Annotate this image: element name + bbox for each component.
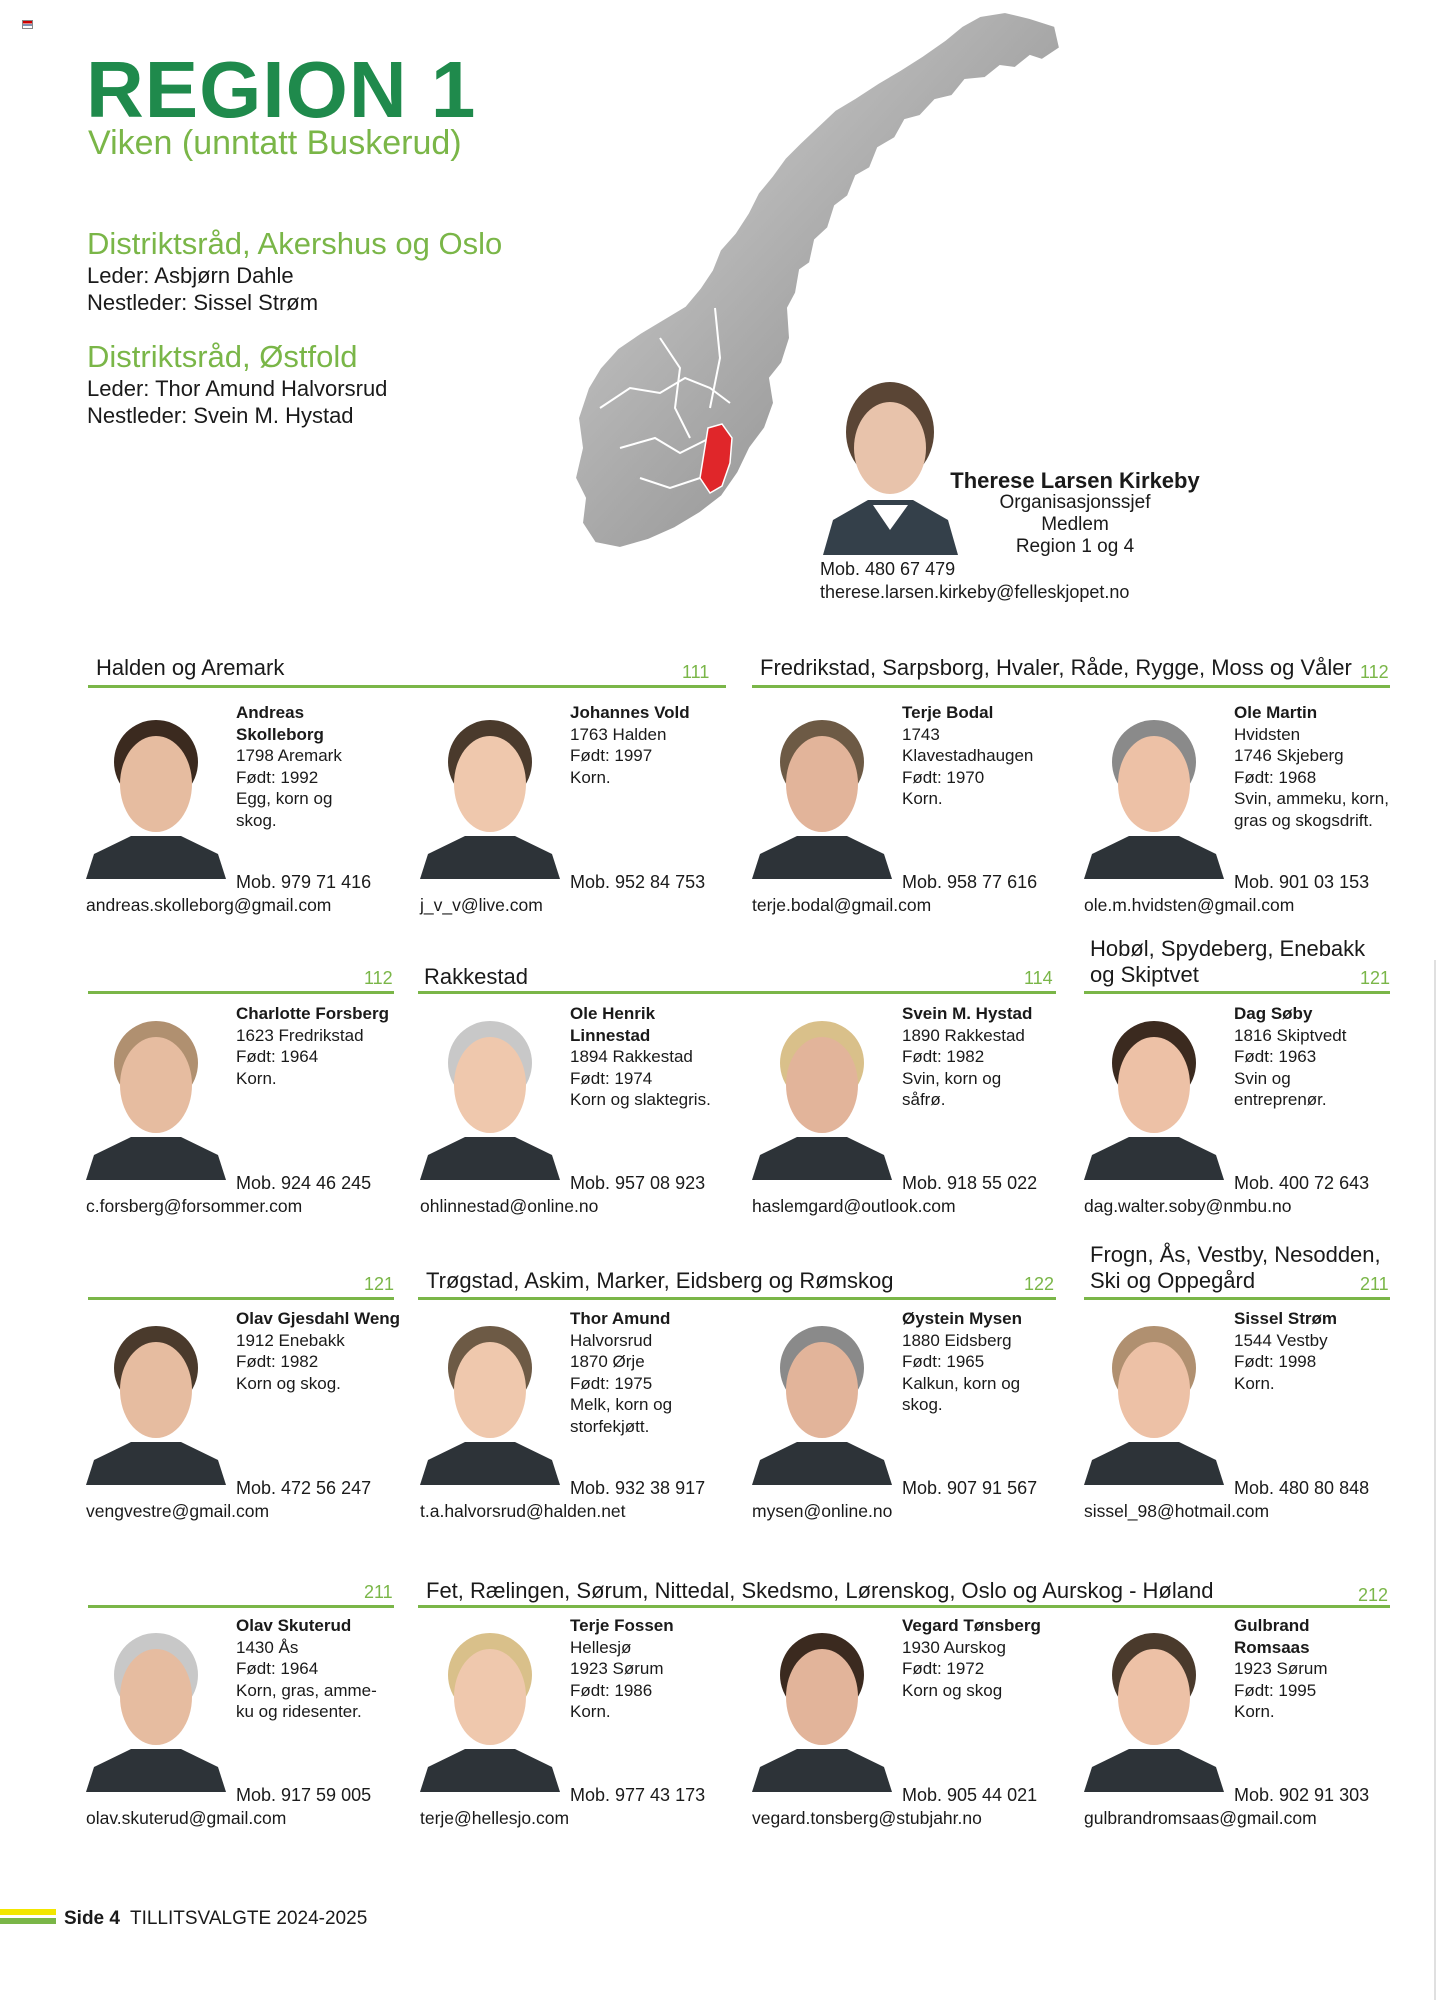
- member-card: [86, 1615, 406, 1835]
- footer: [64, 1908, 367, 1930]
- member-detail: Født: 1964: [236, 1659, 319, 1678]
- member-detail: 1880 Eidsberg: [902, 1330, 1012, 1350]
- group-divider: [418, 1605, 1390, 1608]
- member-detail: Født: 1992: [236, 767, 319, 787]
- member-card: [1084, 1003, 1404, 1223]
- member-card: [420, 1003, 740, 1223]
- member-card: [86, 702, 406, 922]
- member-info: [236, 1615, 406, 1723]
- member-detail: 1912 Enebakk: [236, 1330, 345, 1350]
- member-detail: 1430 Ås: [236, 1637, 299, 1657]
- member-detail: Født: 1974: [570, 1068, 653, 1088]
- group-title-line2: og Skiptvet: [1090, 962, 1199, 987]
- member-detail: Korn.: [1234, 1702, 1275, 1721]
- member-detail: Korn.: [902, 789, 943, 808]
- group-title: Fet, Rælingen, Sørum, Nittedal, Skedsmo, Lørenskog, Oslo og Aurskog - Høland: [426, 1578, 1214, 1603]
- member-detail: Født: 1975: [570, 1373, 653, 1393]
- group-code: 211: [364, 1582, 393, 1602]
- member-name: Charlotte Forsberg: [236, 1004, 390, 1023]
- group-code: 112: [1360, 662, 1389, 682]
- group-title: Rakkestad: [424, 964, 528, 989]
- member-detail: Født: 1982: [902, 1047, 985, 1066]
- page-subtitle: Viken (unntatt Buskerud): [88, 124, 462, 162]
- member-detail: 1930 Aurskog: [902, 1637, 1006, 1657]
- member-mobile: Mob. 472 56 247: [236, 1478, 372, 1498]
- group-divider: [88, 685, 726, 688]
- member-mobile: Mob. 924 46 245: [236, 1173, 372, 1193]
- member-portrait: [420, 1005, 560, 1180]
- member-detail: Født: 1964: [236, 1047, 319, 1066]
- member-name: Dag Søby: [1234, 1004, 1313, 1023]
- member-info: [570, 1308, 740, 1437]
- member-portrait: [420, 1310, 560, 1485]
- member-name: Terje Bodal: [902, 703, 994, 722]
- group-code: 122: [1024, 1274, 1055, 1294]
- group-code: 112: [364, 968, 393, 988]
- member-detail: Kalkun, korn og: [902, 1373, 1021, 1393]
- group-code: 121: [1360, 968, 1391, 988]
- member-info: [570, 702, 740, 788]
- member-detail: Egg, korn og: [236, 789, 333, 808]
- group-divider: [752, 685, 1390, 688]
- featured-email[interactable]: therese.larsen.kirkeby@felleskjopet.no: [820, 582, 1130, 602]
- member-mobile: Mob. 932 38 917: [570, 1478, 706, 1498]
- member-detail: Korn og skog.: [236, 1373, 341, 1393]
- group-divider: [418, 991, 1056, 994]
- featured-role: Organisasjonssjef: [999, 492, 1151, 513]
- member-detail: Svin, korn og: [902, 1068, 1002, 1088]
- member-info: [236, 1308, 406, 1394]
- member-info: [902, 1615, 1072, 1701]
- member-info: [1234, 1003, 1404, 1111]
- member-email[interactable]: j_v_v@live.com: [420, 895, 543, 915]
- group-title: Hobøl, Spydeberg, Enebakk: [1090, 936, 1366, 961]
- member-detail: Skolleborg: [236, 724, 324, 744]
- member-detail: Klavestadhaugen: [902, 746, 1034, 765]
- member-name: Gulbrand: [1234, 1616, 1310, 1635]
- member-detail: Født: 1968: [1234, 767, 1317, 787]
- member-mobile: Mob. 901 03 153: [1234, 872, 1370, 892]
- member-detail: Født: 1995: [1234, 1680, 1317, 1700]
- member-portrait: [752, 1617, 892, 1792]
- member-detail: Halvorsrud: [570, 1330, 653, 1350]
- member-email[interactable]: terje.bodal@gmail.com: [752, 895, 932, 915]
- member-name: Svein M. Hystad: [902, 1004, 1033, 1023]
- group-divider: [418, 1297, 1056, 1300]
- page-number: Side 4: [64, 1908, 120, 1929]
- member-detail: Svin og: [1234, 1068, 1291, 1088]
- member-detail: 1816 Skiptvedt: [1234, 1025, 1347, 1045]
- member-info: [1234, 1308, 1404, 1394]
- member-card: [86, 1003, 406, 1223]
- member-email[interactable]: andreas.skolleborg@gmail.com: [86, 895, 332, 915]
- group-code: 121: [364, 1274, 395, 1294]
- council-leader: Leder: Asbjørn Dahle: [87, 263, 294, 288]
- member-name: Andreas: [236, 703, 305, 722]
- member-card: [86, 1308, 406, 1528]
- group-divider: [88, 1297, 394, 1300]
- member-name: Johannes Vold: [570, 703, 690, 722]
- member-email[interactable]: c.forsberg@forsommer.com: [86, 1196, 303, 1216]
- member-detail: Født: 1986: [570, 1680, 653, 1700]
- member-mobile: Mob. 902 91 303: [1234, 1785, 1370, 1805]
- member-name: Øystein Mysen: [902, 1309, 1022, 1328]
- member-card: [420, 1615, 740, 1835]
- member-info: [570, 1003, 740, 1111]
- group-title-line2: Ski og Oppegård: [1090, 1268, 1256, 1293]
- member-card: [420, 702, 740, 922]
- member-portrait: [1084, 704, 1224, 879]
- group-title: Trøgstad, Askim, Marker, Eidsberg og Rømskog: [426, 1268, 894, 1293]
- member-portrait: [1084, 1617, 1224, 1792]
- member-portrait: [86, 1310, 226, 1485]
- member-mobile: Mob. 480 80 848: [1234, 1478, 1370, 1498]
- member-detail: 1923 Sørum: [1234, 1659, 1328, 1678]
- member-detail: Korn og slaktegris.: [570, 1090, 711, 1109]
- member-portrait: [752, 1005, 892, 1180]
- member-mobile: Mob. 917 59 005: [236, 1785, 372, 1805]
- member-detail: Hellesjø: [570, 1637, 632, 1657]
- member-portrait: [86, 1005, 226, 1180]
- member-detail: Født: 1965: [902, 1352, 985, 1371]
- member-card: [752, 1615, 1072, 1835]
- member-name: Ole Martin: [1234, 703, 1318, 722]
- member-mobile: Mob. 907 91 567: [902, 1478, 1038, 1498]
- member-detail: gras og skogsdrift.: [1234, 810, 1373, 830]
- member-email[interactable]: dag.walter.soby@nmbu.no: [1084, 1196, 1292, 1216]
- member-mobile: Mob. 905 44 021: [902, 1785, 1038, 1805]
- member-detail: 1923 Sørum: [570, 1659, 664, 1678]
- member-mobile: Mob. 957 08 923: [570, 1173, 706, 1193]
- member-email[interactable]: mysen@online.no: [752, 1501, 893, 1521]
- member-card: [752, 1308, 1072, 1528]
- member-detail: Romsaas: [1234, 1637, 1310, 1657]
- member-detail: Korn.: [236, 1068, 277, 1088]
- member-card: [752, 1003, 1072, 1223]
- group-code: 211: [1360, 1274, 1389, 1294]
- member-detail: Født: 1970: [902, 767, 985, 787]
- group-title: Fredrikstad, Sarpsborg, Hvaler, Råde, Rygge, Moss og Våler: [760, 655, 1352, 680]
- member-card: [752, 702, 1072, 922]
- member-portrait: [86, 1617, 226, 1792]
- group-divider: [1084, 1297, 1390, 1300]
- member-info: [236, 702, 406, 831]
- page-edge: [1434, 960, 1436, 2000]
- member-portrait: [752, 1310, 892, 1485]
- member-email[interactable]: ole.m.hvidsten@gmail.com: [1084, 895, 1295, 915]
- member-info: [570, 1615, 740, 1723]
- member-detail: storfekjøtt.: [570, 1416, 650, 1436]
- member-info: [236, 1003, 406, 1089]
- member-card: [1084, 1308, 1404, 1528]
- council-leader: Leder: Thor Amund Halvorsrud: [87, 376, 388, 401]
- footer-stripes: [0, 1909, 56, 1927]
- member-mobile: Mob. 979 71 416: [236, 872, 372, 892]
- member-name: Terje Fossen: [570, 1616, 674, 1635]
- group-code: 111: [682, 662, 710, 682]
- member-name: Olav Skuterud: [236, 1616, 352, 1635]
- group-divider: [88, 991, 394, 994]
- group-divider: [1084, 991, 1390, 994]
- member-email[interactable]: olav.skuterud@gmail.com: [86, 1808, 287, 1828]
- member-info: [1234, 1615, 1404, 1723]
- member-email[interactable]: t.a.halvorsrud@halden.net: [420, 1501, 626, 1521]
- member-portrait: [1084, 1005, 1224, 1180]
- member-detail: skog.: [902, 1395, 943, 1414]
- member-name: Vegard Tønsberg: [902, 1616, 1041, 1635]
- member-detail: skog.: [236, 810, 277, 830]
- member-name: Thor Amund: [570, 1309, 671, 1328]
- member-detail: Korn.: [570, 767, 611, 787]
- featured-regions: Region 1 og 4: [1015, 536, 1135, 557]
- member-detail: entreprenør.: [1234, 1090, 1327, 1109]
- group-code: 114: [1024, 968, 1053, 988]
- member-card: [1084, 702, 1404, 922]
- member-info: [902, 702, 1072, 810]
- member-portrait: [420, 704, 560, 879]
- member-detail: Korn, gras, amme-: [236, 1680, 377, 1700]
- member-detail: ku og ridesenter.: [236, 1702, 362, 1721]
- member-mobile: Mob. 918 55 022: [902, 1173, 1038, 1193]
- member-detail: Korn.: [570, 1702, 611, 1721]
- member-detail: Født: 1963: [1234, 1047, 1317, 1066]
- group-title: Halden og Aremark: [96, 655, 285, 680]
- member-email[interactable]: vegard.tonsberg@stubjahr.no: [752, 1808, 982, 1828]
- member-name: Ole Henrik Linnestad: [570, 1004, 656, 1045]
- group-code: 212: [1358, 1585, 1389, 1605]
- footer-label: TILLITSVALGTE 2024-2025: [129, 1908, 368, 1929]
- member-portrait: [1084, 1310, 1224, 1485]
- member-email[interactable]: sissel_98@hotmail.com: [1084, 1501, 1270, 1521]
- council-deputy: Nestleder: Sissel Strøm: [87, 290, 319, 315]
- member-detail: 1623 Fredrikstad: [236, 1025, 364, 1045]
- page-title: REGION 1: [86, 45, 477, 134]
- member-detail: såfrø.: [902, 1090, 946, 1109]
- member-detail: Korn.: [1234, 1373, 1275, 1393]
- member-info: [902, 1003, 1072, 1111]
- member-mobile: Mob. 952 84 753: [570, 872, 706, 892]
- member-detail: 1544 Vestby: [1234, 1330, 1328, 1350]
- member-detail: Født: 1972: [902, 1659, 985, 1678]
- member-detail: Melk, korn og: [570, 1395, 673, 1414]
- group-title: Frogn, Ås, Vestby, Nesodden,: [1090, 1242, 1381, 1267]
- member-portrait: [86, 704, 226, 879]
- featured-mobile: Mob. 480 67 479: [820, 559, 956, 579]
- member-email[interactable]: vengvestre@gmail.com: [86, 1501, 270, 1521]
- member-info: [902, 1308, 1072, 1416]
- member-email[interactable]: haslemgard@outlook.com: [752, 1196, 956, 1216]
- featured-name: Therese Larsen Kirkeby: [950, 468, 1200, 493]
- member-email[interactable]: ohlinnestad@online.no: [420, 1196, 599, 1216]
- member-detail: 1746 Skjeberg: [1234, 746, 1344, 765]
- member-email[interactable]: terje@hellesjo.com: [420, 1808, 570, 1828]
- member-mobile: Mob. 977 43 173: [570, 1785, 706, 1805]
- member-name: Sissel Strøm: [1234, 1309, 1337, 1328]
- member-mobile: Mob. 400 72 643: [1234, 1173, 1370, 1193]
- featured-portrait: [818, 370, 963, 555]
- flag-icon: [22, 20, 33, 29]
- member-detail: 1894 Rakkestad: [570, 1047, 693, 1066]
- member-card: [1084, 1615, 1404, 1835]
- member-detail: 1890 Rakkestad: [902, 1025, 1025, 1045]
- member-detail: 1763 Halden: [570, 724, 667, 744]
- member-detail: Hvidsten: [1234, 724, 1301, 744]
- member-detail: 1870 Ørje: [570, 1352, 645, 1371]
- member-detail: 1743: [902, 724, 940, 744]
- member-detail: Født: 1998: [1234, 1352, 1317, 1371]
- council-deputy: Nestleder: Svein M. Hystad: [87, 403, 354, 428]
- member-detail: Svin, ammeku, korn,: [1234, 789, 1389, 808]
- member-detail: Født: 1997: [570, 746, 653, 765]
- featured-membership: Medlem: [1041, 514, 1109, 535]
- council-heading-ostfold: Distriktsråd, Østfold: [87, 339, 358, 374]
- member-detail: Født: 1982: [236, 1352, 319, 1371]
- member-email[interactable]: gulbrandromsaas@gmail.com: [1084, 1808, 1317, 1828]
- member-info: [1234, 702, 1404, 831]
- member-portrait: [752, 704, 892, 879]
- member-mobile: Mob. 958 77 616: [902, 872, 1038, 892]
- member-detail: Korn og skog: [902, 1680, 1003, 1700]
- group-divider: [88, 1605, 394, 1608]
- member-detail: 1798 Aremark: [236, 746, 342, 765]
- member-portrait: [420, 1617, 560, 1792]
- council-heading-akershus-oslo: Distriktsråd, Akershus og Oslo: [87, 226, 503, 261]
- member-name: Olav Gjesdahl Weng: [236, 1309, 401, 1328]
- member-card: [420, 1308, 740, 1528]
